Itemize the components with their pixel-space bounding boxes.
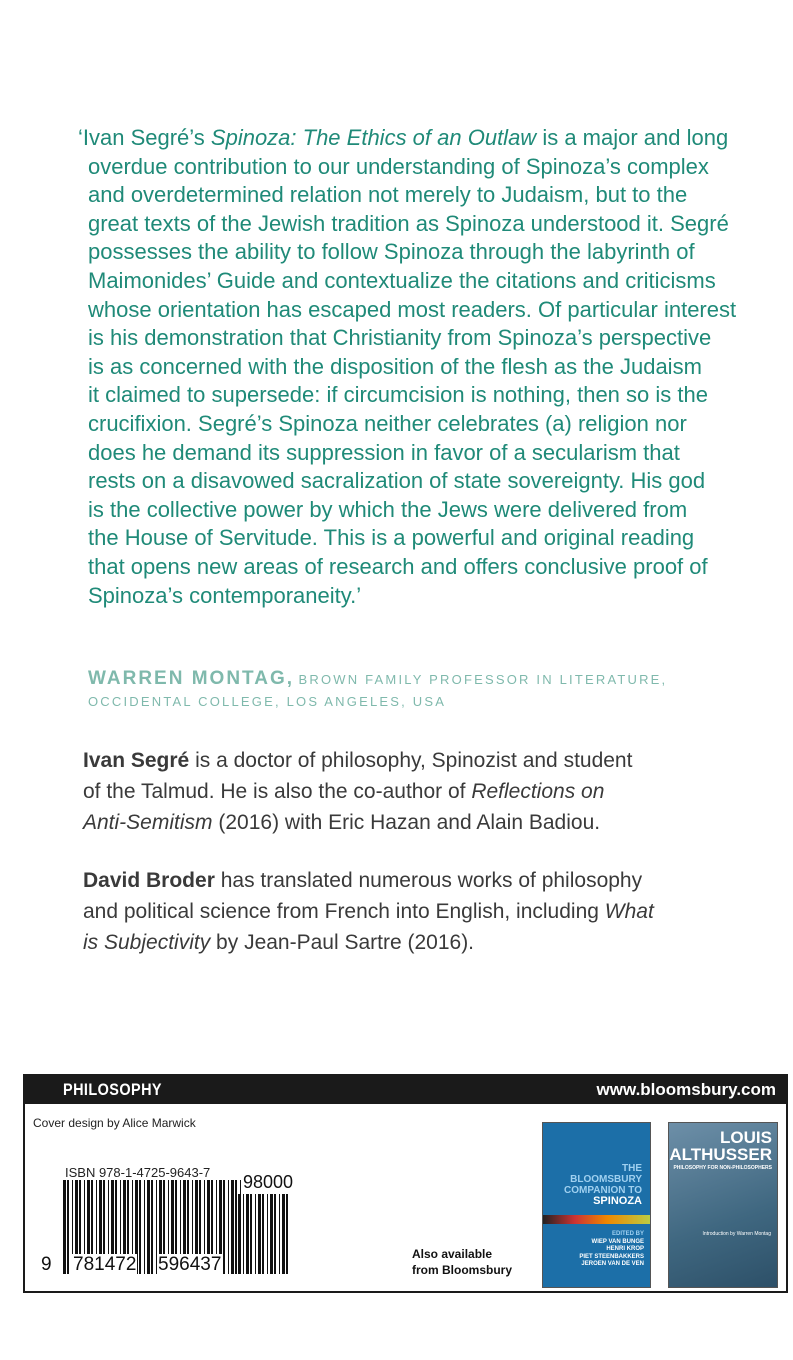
italic-title: What [604, 900, 654, 923]
text-line [78, 553, 736, 582]
title-line: LOUIS [720, 1128, 772, 1147]
barcode-first-digit: 9 [41, 1254, 52, 1275]
editor: PIET STEENBAKKERS [579, 1253, 644, 1260]
text-segment: overdue contribution to our understanding of Spinoza’s complex [88, 153, 709, 179]
title-line: ALTHUSSER [669, 1145, 772, 1164]
italic-title: Spinoza: The Ethics of an Outlaw [210, 125, 537, 150]
text-segment: ‘Ivan Segré’s [78, 125, 211, 150]
text-segment: is a major and long [536, 125, 729, 150]
cover-credit: Cover design by Alice Marwick [33, 1116, 196, 1130]
title-line: THE [622, 1163, 642, 1174]
book-title [564, 1163, 642, 1207]
also-available-line: Also available [412, 1247, 493, 1261]
bold-name: David Broder [83, 869, 215, 892]
text-line [78, 524, 736, 553]
text-line [78, 238, 736, 267]
editor: WIEP VAN BUNGE [591, 1238, 644, 1245]
text-segment: rests on a disavowed sacralization of state sovereignty. His god [88, 468, 706, 494]
title-line: COMPANION TO [564, 1185, 642, 1196]
text-line [83, 896, 654, 927]
barcode-bar [282, 1194, 285, 1274]
endorsement-attribution [88, 668, 667, 713]
text-segment: is a doctor of philosophy, Spinozist and student [189, 749, 633, 772]
editor: JEROEN VAN DE VEN [581, 1261, 644, 1267]
text-segment: great texts of the Jewish tradition as Spinoza understood it. Segré [88, 210, 729, 236]
text-segment: Spinoza’s contemporaneity.’ [88, 582, 362, 608]
title-line: SPINOZA [593, 1195, 642, 1207]
text-line [78, 410, 736, 439]
text-segment: Maimonides’ Guide and contextualize the citations and criticisms [88, 267, 716, 293]
endorser-name: WARREN MONTAG, [88, 668, 295, 689]
text-segment: (2016) with Eric Hazan and Alain Badiou. [212, 811, 601, 834]
barcode-bar [274, 1194, 276, 1274]
barcode-bar [238, 1194, 240, 1274]
text-segment: the House of Servitude. This is a powerful and original reading [88, 525, 695, 551]
barcode-bar [63, 1180, 66, 1274]
barcode-bar [246, 1194, 249, 1274]
text-line [78, 467, 736, 496]
italic-title: is Subjectivity [83, 931, 211, 954]
text-line [83, 865, 654, 896]
endorser-role: BROWN FAMILY PROFESSOR IN LITERATURE, [298, 672, 668, 687]
text-line [78, 296, 736, 325]
text-segment: possesses the ability to follow Spinoza through the labyrinth of [88, 239, 695, 265]
barcode-bar [243, 1194, 244, 1274]
barcode-bar [228, 1180, 229, 1274]
isbn: ISBN 978-1-4725-9643-7 [65, 1165, 211, 1180]
book-cover-althusser[interactable] [668, 1122, 778, 1288]
text-segment: and political science from French into English, including [83, 900, 605, 923]
also-available-line: from Bloomsbury [412, 1263, 513, 1277]
text-segment: of the Talmud. He is also the co-author of [83, 780, 472, 803]
barcode-bar [147, 1180, 150, 1274]
text-segment: by Jean-Paul Sartre (2016). [210, 931, 475, 954]
text-segment: whose orientation has escaped most readers. Of particular interest [88, 296, 737, 322]
book-subtitle: PHILOSOPHY FOR NON-PHILOSOPHERS [673, 1165, 772, 1171]
text-line [83, 927, 654, 958]
barcode-bar [270, 1194, 273, 1274]
barcode-left-digits: 781472 [73, 1254, 137, 1275]
text-line [83, 807, 632, 838]
text-line [78, 353, 736, 382]
author-bio [83, 745, 632, 838]
barcode-bar [286, 1194, 288, 1274]
italic-title: Anti-Semitism [83, 811, 213, 834]
bold-name: Ivan Segré [83, 749, 190, 772]
price-barcode [238, 1194, 290, 1274]
text-segment: and overdetermined relation not merely to Judaism, but to the [88, 182, 688, 208]
cover-stripe [543, 1215, 650, 1224]
barcode-bar [267, 1194, 268, 1274]
barcode-bar [235, 1180, 237, 1274]
book-intro: Introduction by Warren Montag [702, 1231, 771, 1237]
barcode-bar [144, 1180, 145, 1274]
barcode-bar [67, 1180, 69, 1274]
text-segment: does he demand its suppression in favor of a secularism that [88, 439, 680, 465]
text-line [78, 496, 736, 525]
barcode-right-digits: 596437 [158, 1254, 222, 1275]
text-line [78, 324, 736, 353]
text-line [78, 439, 736, 468]
text-segment: is the collective power by which the Jews were delivered from [88, 496, 688, 522]
book-title [669, 1129, 772, 1163]
barcode-bar [262, 1194, 264, 1274]
text-segment: that opens new areas of research and offers conclusive proof of [88, 553, 708, 579]
italic-title: Reflections on [471, 780, 605, 803]
text-segment: it claimed to supersede: if circumcision is nothing, then so is the [88, 382, 708, 408]
editor: HENRI KROP [606, 1246, 644, 1252]
barcode-bar [279, 1194, 280, 1274]
title-line: BLOOMSBURY [570, 1174, 642, 1185]
endorsement-quote [78, 124, 736, 610]
text-segment: is as concerned with the disposition of the flesh as the Judaism [88, 353, 702, 379]
text-line [78, 124, 736, 153]
price-code: 98000 [243, 1172, 294, 1192]
text-line [78, 381, 736, 410]
text-line [78, 267, 736, 296]
book-editors [579, 1231, 644, 1269]
text-line [78, 582, 736, 611]
text-line [78, 181, 736, 210]
edited-by: EDITED BY [611, 1231, 644, 1237]
barcode-bar [223, 1180, 225, 1274]
text-line [78, 153, 736, 182]
book-cover-spinoza-companion[interactable] [542, 1122, 651, 1288]
text-segment: crucifixion. Segré’s Spinoza neither celebrates (a) religion nor [88, 410, 687, 436]
footer-bar [25, 1076, 786, 1104]
endorser-affiliation: OCCIDENTAL COLLEGE, LOS ANGELES, USA [88, 694, 447, 709]
text-segment: is his demonstration that Christianity from Spinoza’s perspective [88, 325, 712, 351]
text-segment: has translated numerous works of philosophy [214, 869, 643, 892]
barcode-bar [255, 1194, 256, 1274]
translator-bio [83, 865, 654, 958]
text-line [78, 210, 736, 239]
category-label: PHILOSOPHY [63, 1080, 162, 1099]
barcode-bar [231, 1180, 234, 1274]
also-available [412, 1246, 512, 1278]
barcode-bar [250, 1194, 252, 1274]
text-line [83, 745, 632, 776]
barcode-bar [151, 1180, 153, 1274]
back-cover-footer [23, 1074, 788, 1293]
publisher-url[interactable]: www.bloomsbury.com [596, 1080, 776, 1099]
barcode-bar [258, 1194, 261, 1274]
text-line [83, 776, 632, 807]
barcode-bar [139, 1180, 141, 1274]
